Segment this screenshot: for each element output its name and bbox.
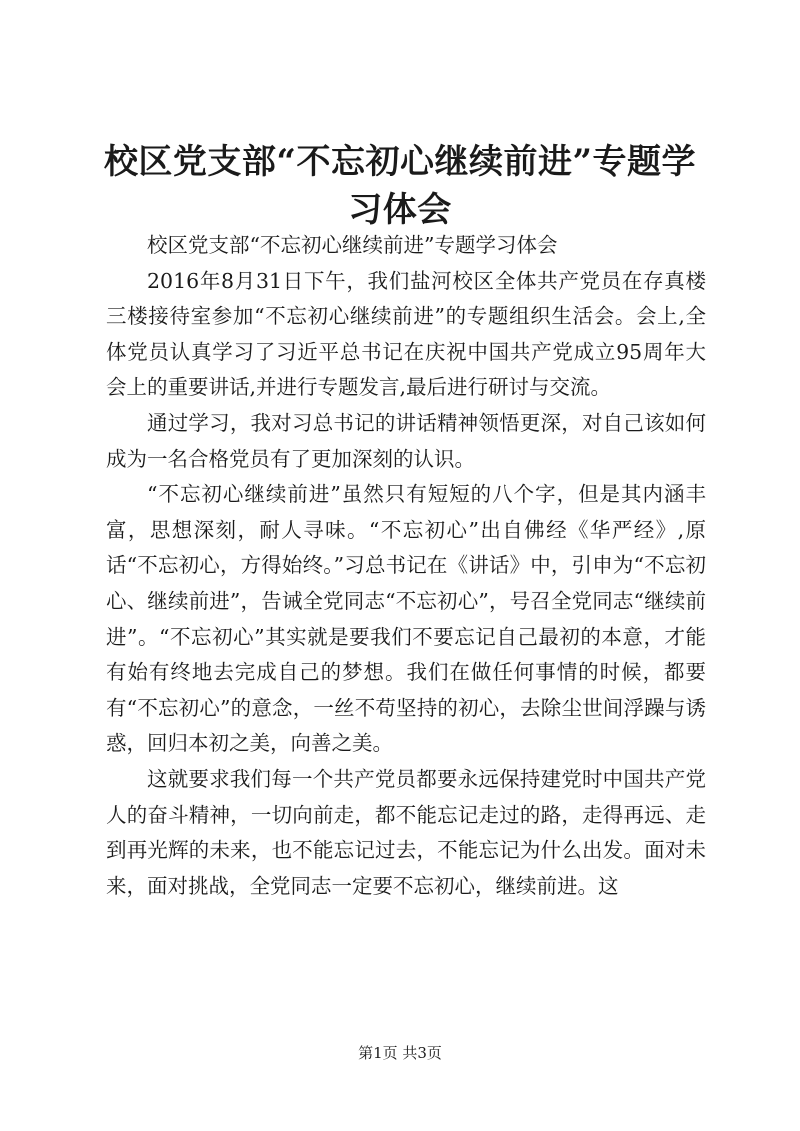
paragraph-4: 这就要求我们每一个共产党员都要永远保持建党时中国共产党人的奋斗精神，一切向前走，都不能忘记走过的路，走得再远、走到再光辉的未来，也不能忘记过去，不能忘记为什么出发。面对未来，面对挑战，全党同志一定要不忘初心，继续前进。这 [106, 766, 706, 898]
document-title: 校区党支部“不忘初心继续前进”专题学习体会 [103, 142, 697, 230]
paragraph-3: “不忘初心继续前进”虽然只有短短的八个字，但是其内涵丰富，思想深刻，耐人寻味。“不忘初心”出自佛经《华严经》,原话“不忘初心，方得始终。”习总书记在《讲话》中，引申为“不忘初心、继续前进”，告诫全党同志“不忘初心”，号召全党同志“继续前进”。“不忘初心”其实就是要我们不要忘记自己最初的本意，才能有始有终地去完成自己的梦想。我们在做任何事情的时候，都要有“不忘初心”的意念，一丝不苟坚持的初心，去除尘世间浮躁与诱惑，回归本初之美，向善之美。 [106, 482, 706, 756]
page-footer: 第1页 共3页 [358, 1044, 442, 1062]
paragraph-1: 2016年8月31日下午，我们盐河校区全体共产党员在存真楼三楼接待室参加“不忘初心继续前进”的专题组织生活会。会上,全体党员认真学习了习近平总书记在庆祝中国共产党成立95周年大会上的重要讲话,并进行专题发言,最后进行研讨与交流。 [106, 268, 706, 400]
paragraph-2: 通过学习，我对习总书记的讲话精神领悟更深，对自己该如何成为一名合格党员有了更加深刻的认识。 [106, 410, 706, 471]
paragraph-subtitle: 校区党支部“不忘初心继续前进”专题学习体会 [147, 233, 558, 257]
document-body [106, 228, 706, 904]
